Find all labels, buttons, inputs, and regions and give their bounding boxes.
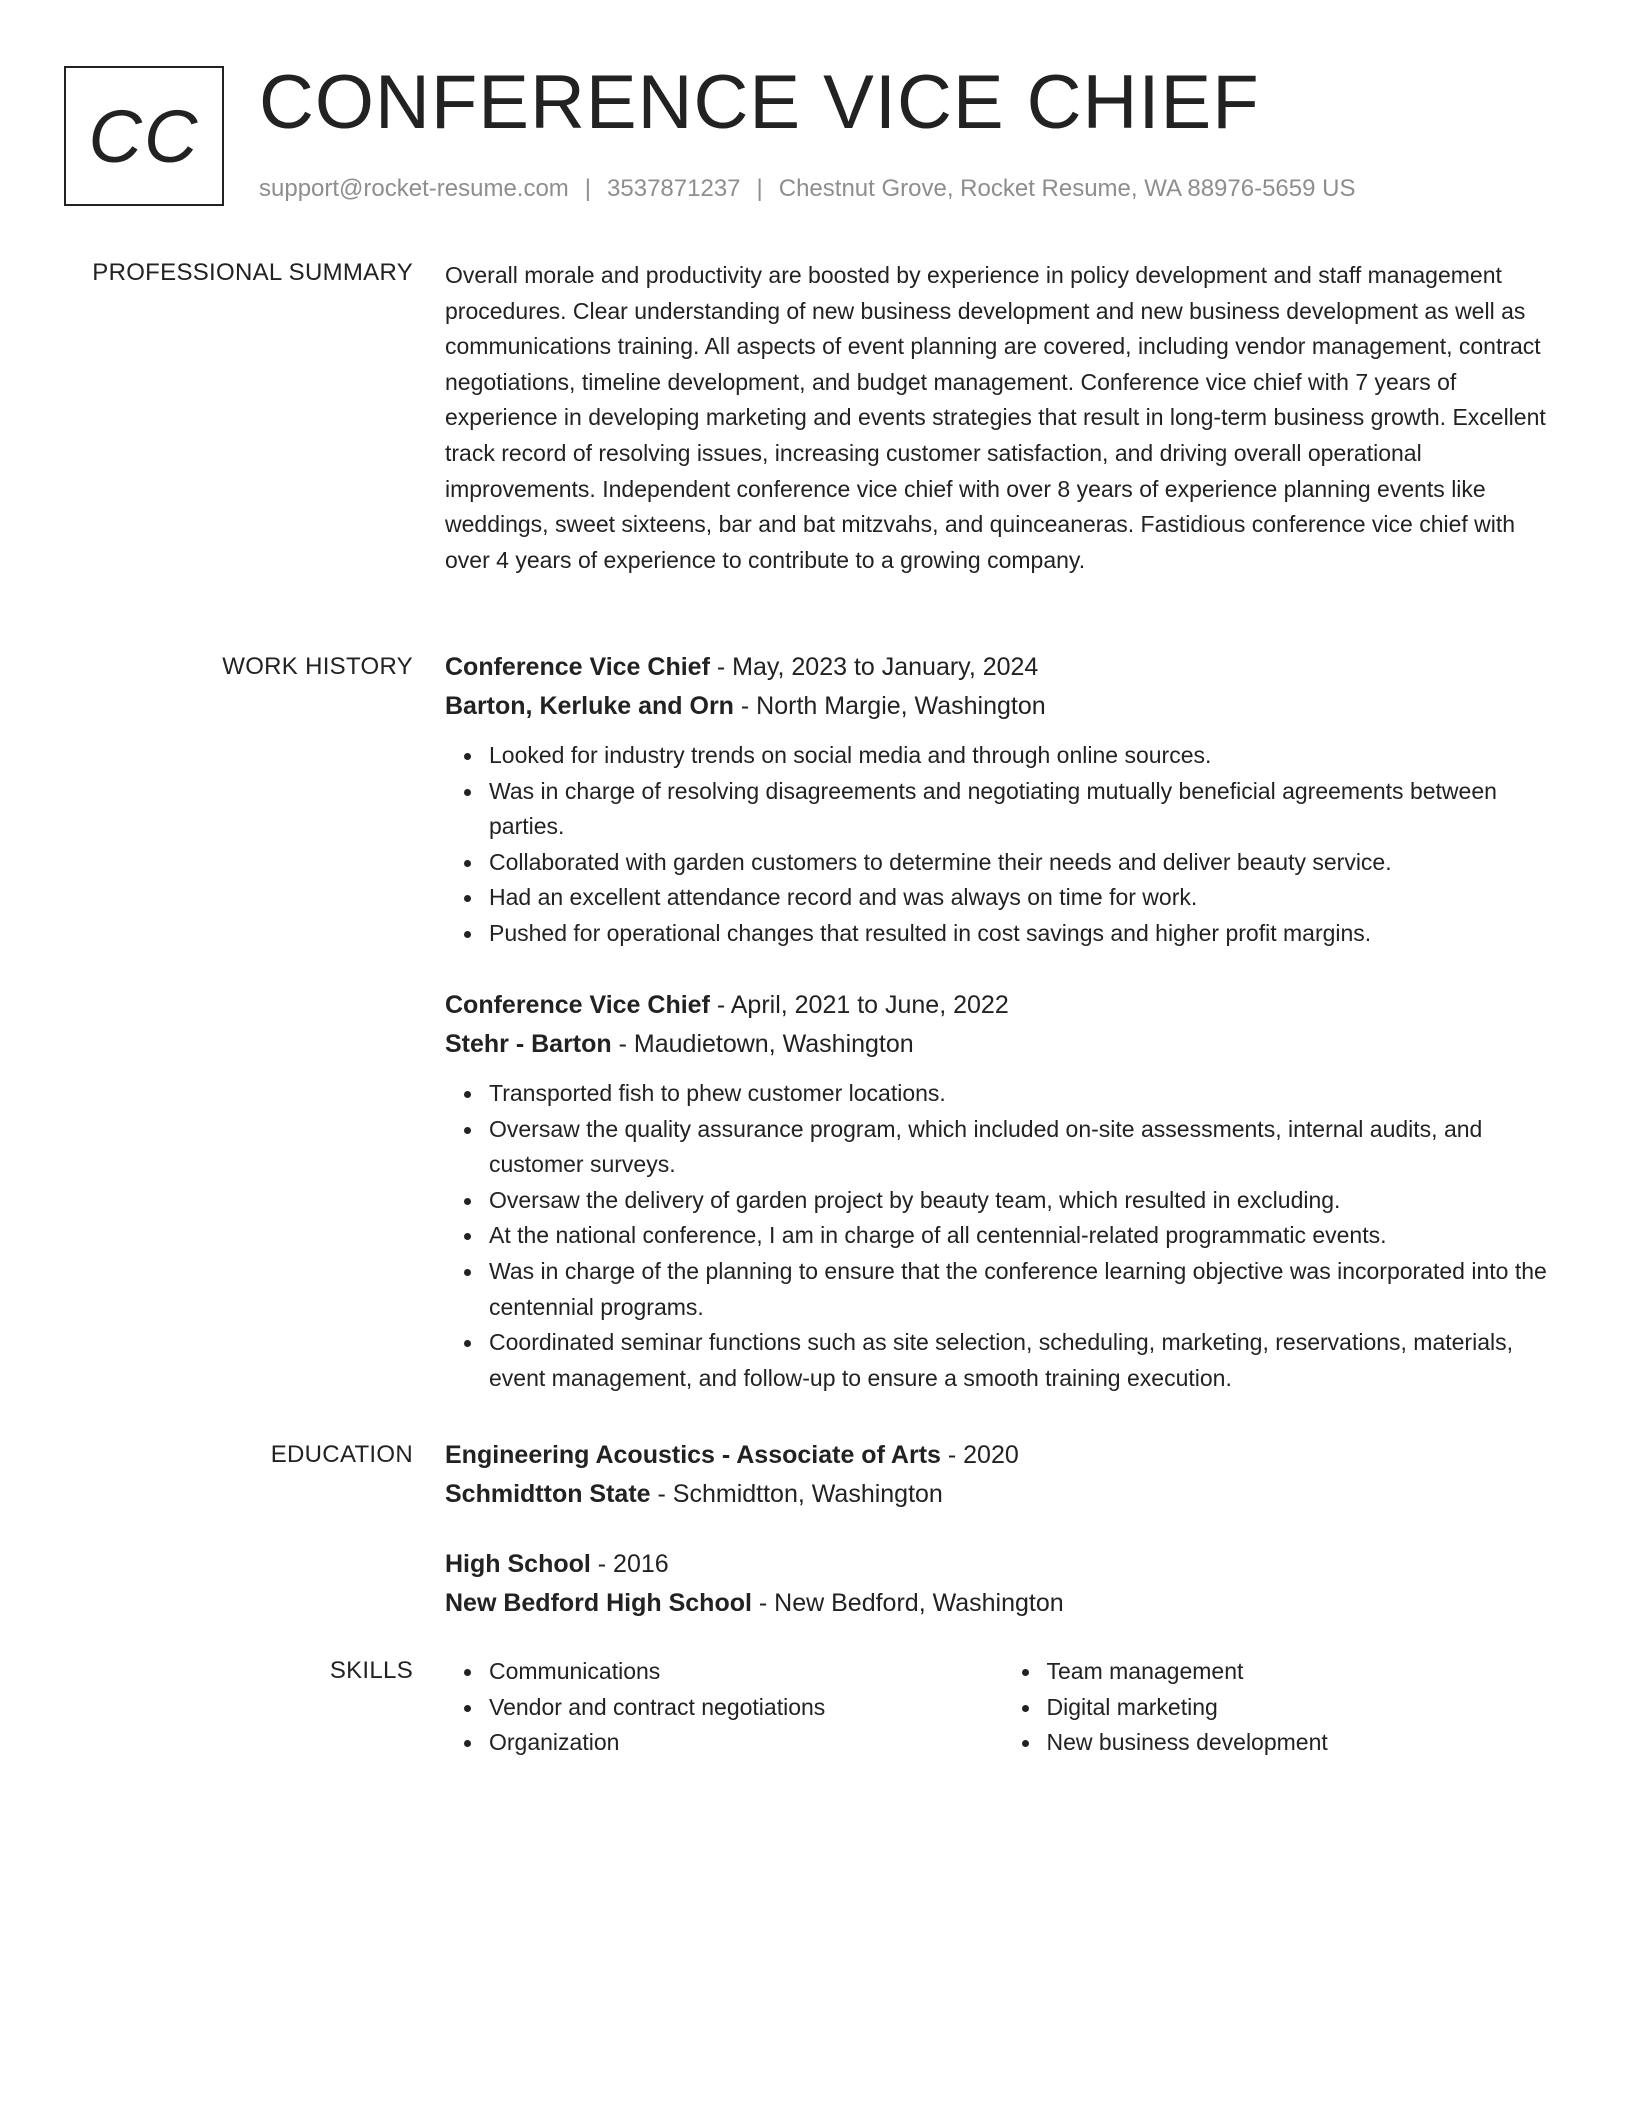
education-location: - Schmidtton, Washington: [650, 1480, 943, 1508]
job-bullets: [445, 738, 1560, 952]
education-degree-line: [445, 1545, 1560, 1584]
summary-text: Overall morale and productivity are boosted by experience in policy development and staff management procedures. Clear understanding of new business development and new business development as well as communications training. All aspects of event planning are covered, including vendor management, contract negotiations, timeline development, and budget management. Conference vice chief with 7 years of experience in developing marketing and events strategies that result in long-term business growth. Excellent track record of resolving issues, increasing customer satisfaction, and driving overall operational improvements. Independent conference vice chief with over 8 years of experience planning events like weddings, sweet sixteens, bar and bat mitzvahs, and quinceaneras. Fastidious conference vice chief with over 4 years of experience to contribute to a growing company.: [445, 262, 1546, 573]
section-label-education: EDUCATION: [270, 1441, 413, 1468]
job-title-line: [445, 648, 1560, 687]
contact-address: Chestnut Grove, Rocket Resume, WA 88976-5659 US: [778, 175, 1356, 202]
job-dates: - April, 2021 to June, 2022: [709, 991, 1009, 1019]
skills-list: [445, 1654, 1560, 1761]
job-location: - North Margie, Washington: [733, 692, 1046, 720]
education-degree: Engineering Acoustics - Associate of Arts: [445, 1441, 941, 1469]
job-dates: - May, 2023 to January, 2024: [709, 653, 1039, 681]
education-school: Schmidtton State: [445, 1480, 651, 1508]
skill-item: Vendor and contract negotiations: [489, 1690, 1003, 1726]
job-company: Barton, Kerluke and Orn: [445, 692, 734, 720]
contact-separator: |: [584, 175, 592, 202]
education-degree: High School: [445, 1550, 591, 1578]
job-bullet: Was in charge of the planning to ensure that the conference learning objective was incorporated into the centennial programs.: [489, 1254, 1560, 1325]
job-bullets: [445, 1076, 1560, 1396]
skills-column-right: [1003, 1654, 1561, 1761]
section-label-summary: PROFESSIONAL SUMMARY: [92, 259, 413, 286]
skills-column-left: [445, 1654, 1003, 1761]
job-company-line: [445, 687, 1560, 726]
education-entry: [445, 1545, 1560, 1623]
job-title: Conference Vice Chief: [445, 653, 710, 681]
job-location: - Maudietown, Washington: [611, 1030, 914, 1058]
resume-title: CONFERENCE VICE CHIEF: [259, 60, 1260, 145]
contact-line: [259, 172, 1355, 206]
monogram-box: [64, 66, 224, 206]
skill-item: New business development: [1047, 1725, 1561, 1761]
job-bullet: Transported fish to phew customer locations.: [489, 1076, 1560, 1112]
job-company-line: [445, 1025, 1560, 1064]
job-bullet: Looked for industry trends on social media and through online sources.: [489, 738, 1560, 774]
contact-phone: 3537871237: [607, 175, 741, 202]
education-year: - 2016: [590, 1550, 669, 1578]
education-school-line: [445, 1475, 1560, 1514]
job-bullet: Collaborated with garden customers to determine their needs and deliver beauty service.: [489, 845, 1560, 881]
education-degree-line: [445, 1436, 1560, 1475]
job-title-line: [445, 986, 1560, 1025]
job-title: Conference Vice Chief: [445, 991, 710, 1019]
job-entry: [445, 986, 1560, 1396]
section-label-work-history: WORK HISTORY: [222, 653, 413, 680]
job-bullet: At the national conference, I am in charge of all centennial-related programmatic events.: [489, 1218, 1560, 1254]
section-label-skills: SKILLS: [329, 1657, 413, 1684]
job-bullet: Was in charge of resolving disagreements and negotiating mutually beneficial agreements between parties.: [489, 774, 1560, 845]
skill-item: Organization: [489, 1725, 1003, 1761]
contact-separator: |: [756, 175, 763, 202]
monogram-initials: CC: [88, 94, 200, 178]
education-school-line: [445, 1584, 1560, 1623]
skill-item: Team management: [1047, 1654, 1561, 1690]
job-bullet: Coordinated seminar functions such as site selection, scheduling, marketing, reservations, materials, event management, and follow-up to ensure a smooth training execution.: [489, 1325, 1560, 1396]
job-bullet: Pushed for operational changes that resulted in cost savings and higher profit margins.: [489, 916, 1560, 952]
job-company: Stehr - Barton: [445, 1030, 612, 1058]
skill-item: Digital marketing: [1047, 1690, 1561, 1726]
job-bullet: Had an excellent attendance record and was always on time for work.: [489, 880, 1560, 916]
job-bullet: Oversaw the delivery of garden project by beauty team, which resulted in excluding.: [489, 1183, 1560, 1219]
job-entry: [445, 648, 1560, 952]
education-location: - New Bedford, Washington: [751, 1589, 1064, 1617]
education-entry: [445, 1436, 1560, 1514]
skills-columns: [445, 1654, 1560, 1761]
job-bullet: Oversaw the quality assurance program, which included on-site assessments, internal audits, and customer surveys.: [489, 1112, 1560, 1183]
education-year: - 2020: [940, 1441, 1019, 1469]
skill-item: Communications: [489, 1654, 1003, 1690]
education-school: New Bedford High School: [445, 1589, 752, 1617]
contact-email: support@rocket-resume.com: [259, 175, 569, 202]
